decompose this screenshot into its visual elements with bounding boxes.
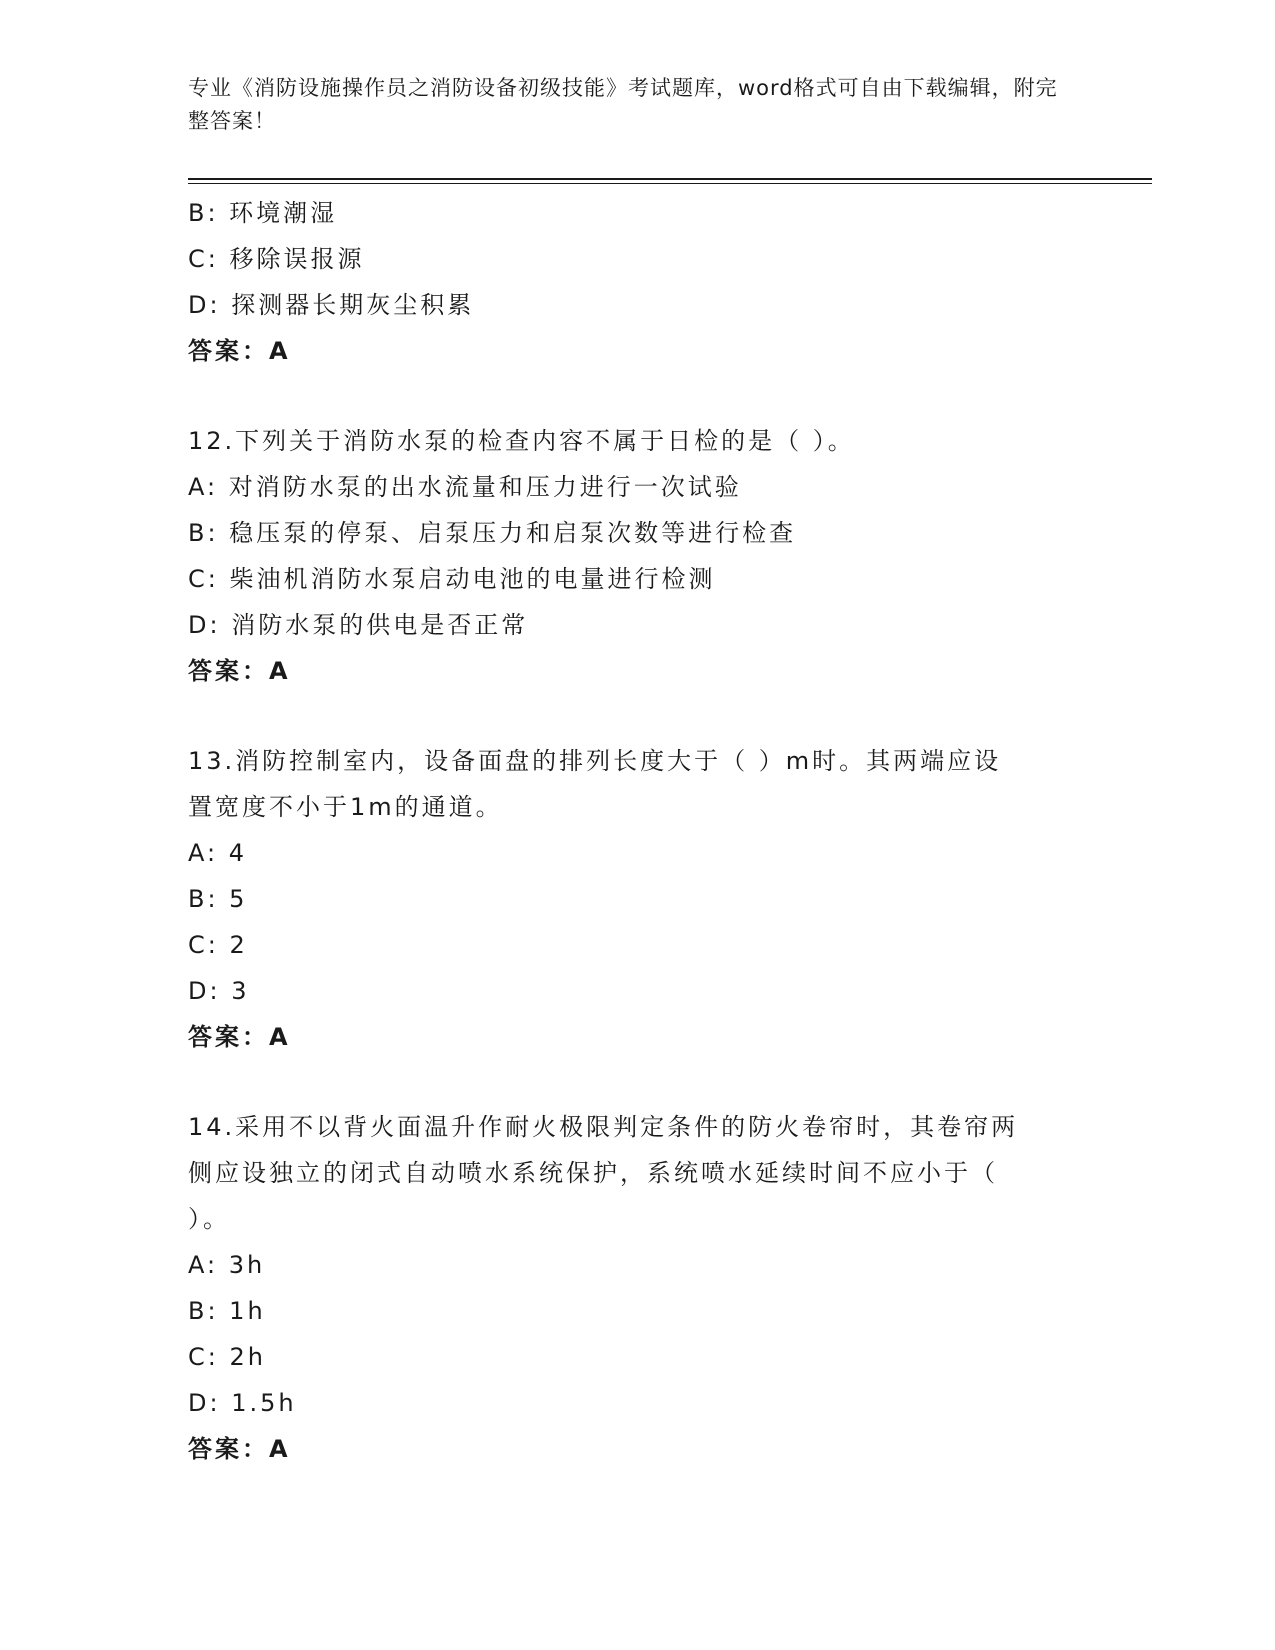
question-block (188, 1104, 1088, 1472)
option-line: B: 1h (188, 1297, 266, 1325)
option-line: C: 2 (188, 931, 248, 959)
option-line: D: 1.5h (188, 1389, 297, 1417)
question-text: 14.采用不以背火面温升作耐火极限判定条件的防火卷帘时，其卷帘两 (188, 1113, 1019, 1141)
option-line: D: 消防水泵的供电是否正常 (188, 611, 529, 639)
option-line: C: 移除误报源 (188, 245, 365, 273)
option-line: C: 2h (188, 1343, 266, 1371)
question-block (188, 738, 1088, 1060)
question-block (188, 418, 1088, 694)
question-text: 13.消防控制室内，设备面盘的排列长度大于（ ）m时。其两端应设 (188, 747, 1002, 775)
header-rule-thin (188, 183, 1152, 184)
option-line: B: 稳压泵的停泵、启泵压力和启泵次数等进行检查 (188, 519, 797, 547)
option-line: C: 柴油机消防水泵启动电池的电量进行检测 (188, 565, 716, 593)
header-rule-thick (188, 178, 1152, 180)
question-text: 12.下列关于消防水泵的检查内容不属于日检的是（ ）。 (188, 427, 855, 455)
document-body (188, 190, 1088, 1472)
option-line: B: 环境潮湿 (188, 199, 338, 227)
question-text: 侧应设独立的闭式自动喷水系统保护，系统喷水延续时间不应小于（ (188, 1159, 998, 1187)
question-block (188, 190, 1088, 374)
option-line: A: 3h (188, 1251, 266, 1279)
option-line: A: 对消防水泵的出水流量和压力进行一次试验 (188, 473, 742, 501)
question-text: ）。 (188, 1205, 230, 1233)
option-line: A: 4 (188, 839, 247, 867)
answer-line: 答案：A (188, 1023, 291, 1051)
option-line: B: 5 (188, 885, 248, 913)
answer-line: 答案：A (188, 337, 291, 365)
page-header: 专业《消防设施操作员之消防设备初级技能》考试题库，word格式可自由下载编辑，附完整答案！ (188, 76, 1058, 133)
question-text: 置宽度不小于1m的通道。 (188, 793, 503, 821)
option-line: D: 3 (188, 977, 250, 1005)
answer-line: 答案：A (188, 657, 291, 685)
answer-line: 答案：A (188, 1435, 291, 1463)
option-line: D: 探测器长期灰尘积累 (188, 291, 475, 319)
